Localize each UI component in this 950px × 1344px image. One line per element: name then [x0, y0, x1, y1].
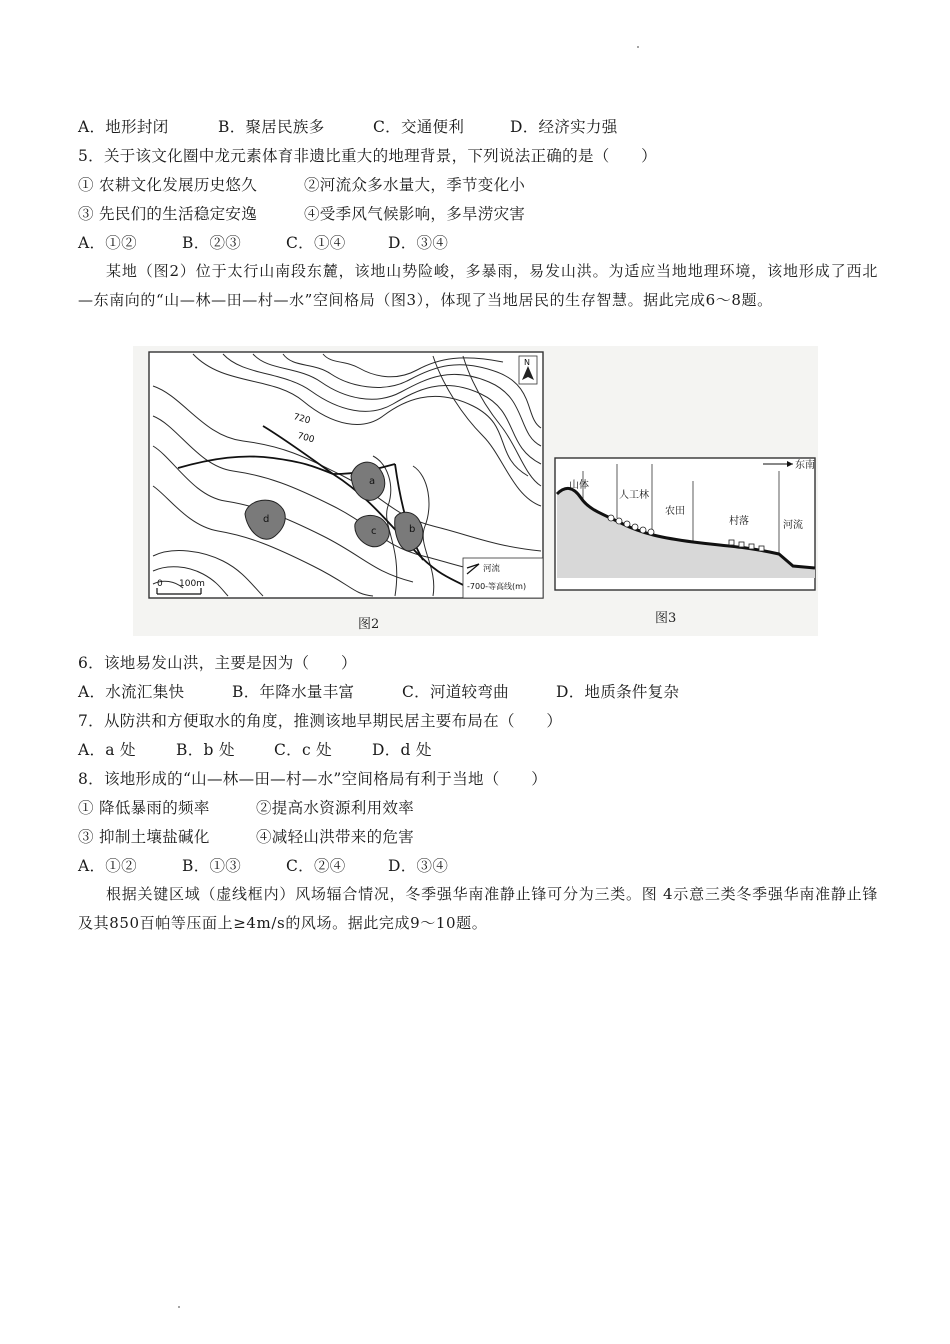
q5-statements-row2	[78, 202, 525, 224]
q5-options	[78, 231, 448, 253]
option-c: C．②④	[286, 857, 346, 875]
option-a: A．地形封闭	[78, 118, 169, 136]
q6-options	[78, 680, 679, 702]
option-b: B．①③	[182, 857, 242, 875]
statement-1: ① 降低暴雨的频率	[78, 799, 210, 817]
option-d: D．③④	[388, 234, 449, 252]
north-arrow-icon	[519, 356, 537, 384]
label-plantation: 人工林	[619, 490, 649, 501]
option-c: C．①④	[286, 234, 346, 252]
option-d: D．经济实力强	[510, 118, 618, 136]
statement-2: ②提高水资源利用效率	[256, 799, 415, 817]
option-b: B．②③	[182, 234, 242, 252]
q7-stem: 7．从防洪和方便取水的角度，推测该地早期民居主要布局在（ ）	[78, 712, 563, 730]
scan-speck	[637, 46, 639, 48]
q8-stem: 8．该地形成的“山—林—田—村—水”空间格局有利于当地（ ）	[78, 770, 548, 788]
figure-2-contour-map	[149, 352, 543, 632]
option-b: B．b 处	[176, 741, 235, 759]
scale-zero: 0	[157, 579, 163, 589]
site-b-label: b	[409, 524, 416, 535]
label-farmland: 农田	[665, 506, 685, 517]
statement-4: ④受季风气候影响，多旱涝灾害	[304, 205, 526, 223]
figure-2-and-3	[133, 346, 818, 636]
legend-river: 河流	[483, 564, 501, 574]
q8-statements-row2	[78, 825, 414, 847]
statement-2: ②河流众多水量大，季节变化小	[304, 176, 526, 194]
site-d-label: d	[263, 514, 270, 525]
q8-options	[78, 854, 448, 876]
q5-stem: 5．关于该文化圈中龙元素体育非遗比重大的地理背景，下列说法正确的是（ ）	[78, 147, 657, 165]
contour-label-720: 720	[292, 412, 312, 427]
q6-stem: 6．该地易发山洪，主要是因为（ ）	[78, 654, 357, 672]
north-label: N	[524, 358, 530, 367]
q7-options	[78, 738, 432, 760]
option-d: D．地质条件复杂	[556, 683, 680, 701]
label-village: 村落	[729, 516, 749, 527]
q5-statements-row1	[78, 173, 525, 195]
scale-length: 100m	[179, 579, 205, 589]
option-d: D．③④	[388, 857, 449, 875]
label-river: 河流	[783, 520, 803, 531]
direction-label: 东南	[795, 460, 815, 471]
map-legend	[463, 558, 543, 598]
option-c: C．河道较弯曲	[402, 683, 509, 701]
figure-2-caption: 图2	[358, 617, 380, 632]
option-a: A．a 处	[78, 741, 136, 759]
statement-1: ① 农耕文化发展历史悠久	[78, 176, 258, 194]
statement-3: ③ 抑制土壤盐碱化	[78, 828, 210, 846]
option-a: A．①②	[78, 234, 137, 252]
option-a: A．①②	[78, 857, 137, 875]
option-a: A．水流汇集快	[78, 683, 185, 701]
q8-statements-row1	[78, 796, 414, 818]
contour-label-700: 700	[296, 431, 316, 446]
passage-questions-6-8: 某地（图2）位于太行山南段东麓，该地山势险峻，多暴雨，易发山洪。为适应当地地理环境，该地形成了西北—东南向的“山—林—田—村—水”空间格局（图3），体现了当地居民的生存智慧。据此完成6～8题。	[78, 262, 878, 309]
site-c-label: c	[371, 526, 377, 537]
passage-questions-9-10: 根据关键区域（虚线框内）风场辐合情况，冬季强华南准静止锋可分为三类。图 4示意三类冬季强华南准静止锋及其850百帕等压面上≥4m/s的风场。据此完成9～10题。	[78, 885, 878, 932]
legend-contour: -700-等高线(m)	[467, 582, 527, 591]
label-mountain: 山体	[569, 480, 589, 491]
option-b: B．年降水量丰富	[232, 683, 355, 701]
scan-speck	[178, 1306, 180, 1308]
q4-options	[78, 115, 618, 137]
figure-3-caption: 图3	[655, 611, 677, 626]
option-b: B．聚居民族多	[218, 118, 325, 136]
option-c: C．交通便利	[373, 118, 465, 136]
statement-3: ③ 先民们的生活稳定安逸	[78, 205, 258, 223]
site-a-label: a	[369, 476, 376, 487]
option-d: D．d 处	[372, 741, 432, 759]
figure-3-cross-section	[555, 458, 815, 626]
statement-4: ④减轻山洪带来的危害	[256, 828, 415, 846]
option-c: C．c 处	[274, 741, 332, 759]
